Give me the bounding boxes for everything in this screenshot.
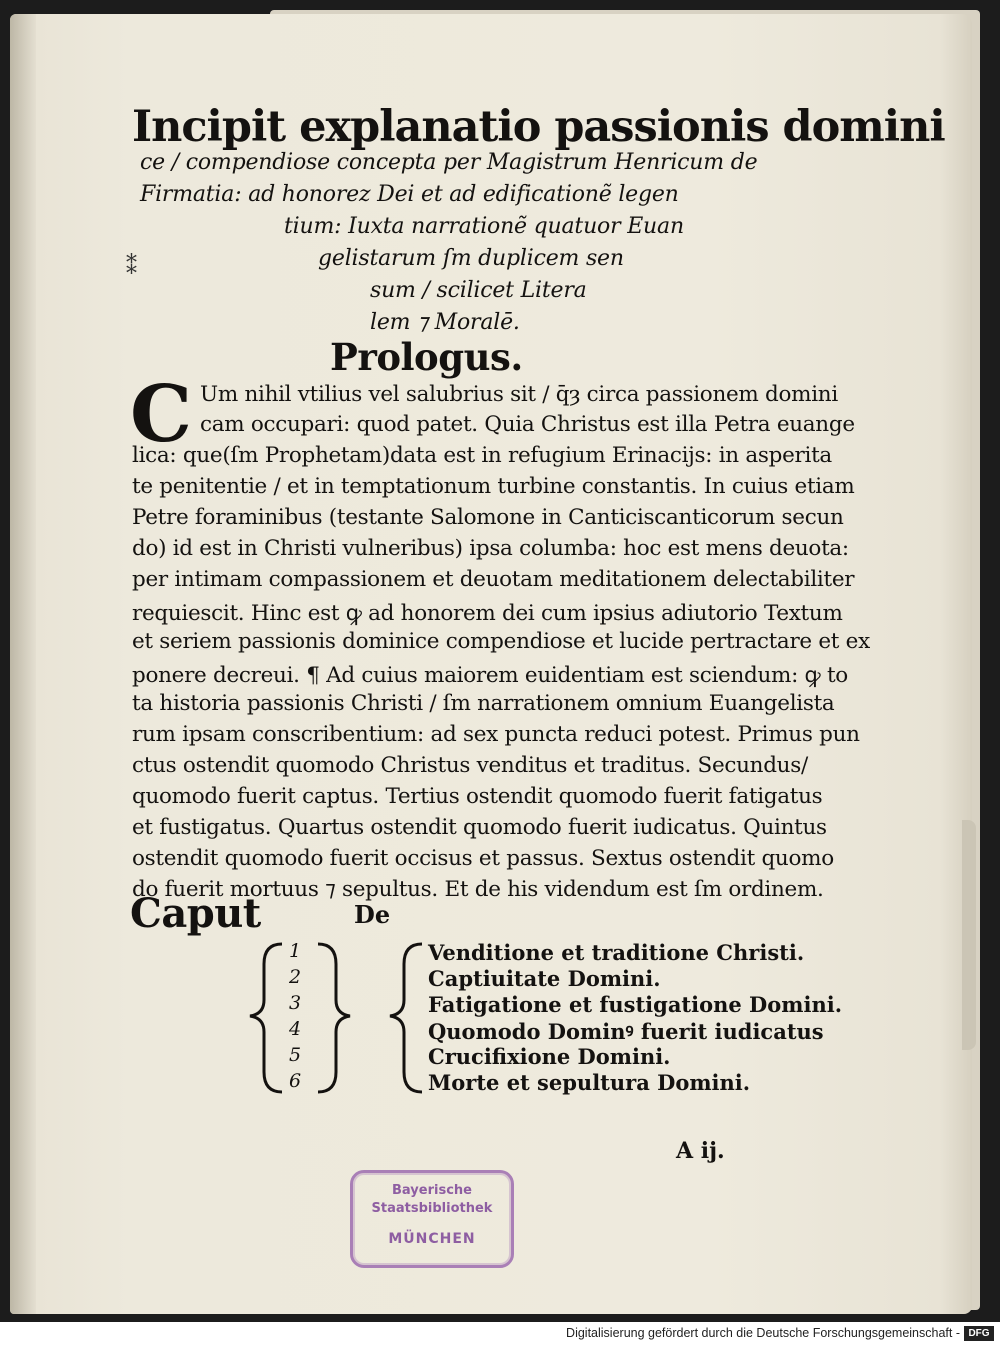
title-line-6: sum / scilicet Litera xyxy=(370,278,587,303)
chapter-number: 3 xyxy=(289,992,302,1014)
chapter-number: 6 xyxy=(289,1070,302,1092)
prologue-line: et seriem passionis dominice compendiose et lucide pertractare et ex xyxy=(132,629,870,654)
title-line-3: Firmatia: ad honorez Dei et ad edificationẽ legen xyxy=(140,182,679,207)
drop-initial: C xyxy=(130,369,193,460)
chapter-item: Captiuitate Domini. xyxy=(428,966,661,991)
prologue-heading: Prologus. xyxy=(330,335,523,379)
prologue-line: do fuerit mortuus ⁊ sepultus. Et de his videndum est ſm ordinem. xyxy=(132,877,824,902)
prologue-line: per intimam compassionem et deuotam meditationem delectabiliter xyxy=(132,567,855,592)
de-label: De xyxy=(354,900,391,929)
prologue-line: requiescit. Hinc est ꝙ ad honorem dei cum ipsius adiutorio Textum xyxy=(132,601,843,626)
dfg-logo: DFG xyxy=(964,1326,994,1341)
stamp-line-2: Staatsbibliothek xyxy=(371,1201,493,1216)
prologue-line: do) id est in Christi vulneribus) ipsa columba: hoc est mens deuota: xyxy=(132,536,849,561)
title-line-2: ce / compendiose concepta per Magistrum Henricum de xyxy=(140,150,758,175)
chapter-number: 4 xyxy=(289,1018,302,1040)
title-line-4: tium: Iuxta narrationẽ quatuor Euan xyxy=(284,214,684,239)
page-gutter xyxy=(10,14,36,1314)
chapter-item: Morte et sepultura Domini. xyxy=(428,1070,751,1095)
chapter-item: Fatigatione et fustigatione Domini. xyxy=(428,992,843,1017)
title-line-5: gelistarum ſm duplicem sen xyxy=(318,246,624,271)
caput-label: Caput xyxy=(130,890,261,937)
funding-credit: Digitalisierung gefördert durch die Deutsche Forschungsgemeinschaft - xyxy=(566,1326,960,1340)
page-edge xyxy=(962,820,976,1050)
library-stamp xyxy=(350,1170,514,1268)
prologue-line: quomodo fuerit captus. Tertius ostendit quomodo fuerit fatigatus xyxy=(132,784,823,809)
chapter-item: Crucifixione Domini. xyxy=(428,1044,671,1069)
chapter-item: Quomodo Dominꝰ fuerit iudicatus xyxy=(428,1019,824,1044)
prologue-line: et fustigatus. Quartus ostendit quomodo fuerit iudicatus. Quintus xyxy=(132,815,827,840)
prologue-line: ta historia passionis Christi / ſm narrationem omnium Euangelista xyxy=(132,691,835,716)
chapter-number: 2 xyxy=(289,966,302,988)
title-line-1: Incipit explanatio passionis domini xyxy=(132,102,945,152)
stamp-line-1: Bayerische xyxy=(392,1183,472,1198)
prologue-line: ostendit quomodo fuerit occisus et passus. Sextus ostendit quomo xyxy=(132,846,834,871)
signature-mark: A ij. xyxy=(676,1138,725,1164)
prologue-line: ponere decreui. ¶ Ad cuius maiorem euidentiam est sciendum: ꝙ to xyxy=(132,663,848,688)
prologue-line: Um nihil vtilius vel salubrius sit / q̄ȝ circa passionem domini xyxy=(200,382,838,407)
stamp-line-3: MÜNCHEN xyxy=(388,1231,476,1247)
prologue-line: rum ipsam conscribentium: ad sex puncta reduci potest. Primus pun xyxy=(132,722,860,747)
title-line-7: lem ⁊ Moralē. xyxy=(370,310,520,335)
prologue-line: ctus ostendit quomodo Christus venditus et traditus. Secundus/ xyxy=(132,753,808,778)
ornament-mark: ⁑ xyxy=(126,255,137,280)
prologue-line: cam occupari: quod patet. Quia Christus est illa Petra euange xyxy=(200,412,855,437)
prologue-line: te penitentie / et in temptationum turbine constantis. In cuius etiam xyxy=(132,474,855,499)
chapter-number: 1 xyxy=(289,940,302,962)
prologue-line: Petre foraminibus (testante Salomone in Canticiscanticorum secun xyxy=(132,505,844,530)
prologue-line: lica: que(ſm Prophetam)data est in refugium Erinacijs: in asperita xyxy=(132,443,832,468)
chapter-number: 5 xyxy=(289,1044,302,1066)
footer-bar xyxy=(0,1322,1000,1346)
chapter-item: Venditione et traditione Christi. xyxy=(428,940,805,965)
